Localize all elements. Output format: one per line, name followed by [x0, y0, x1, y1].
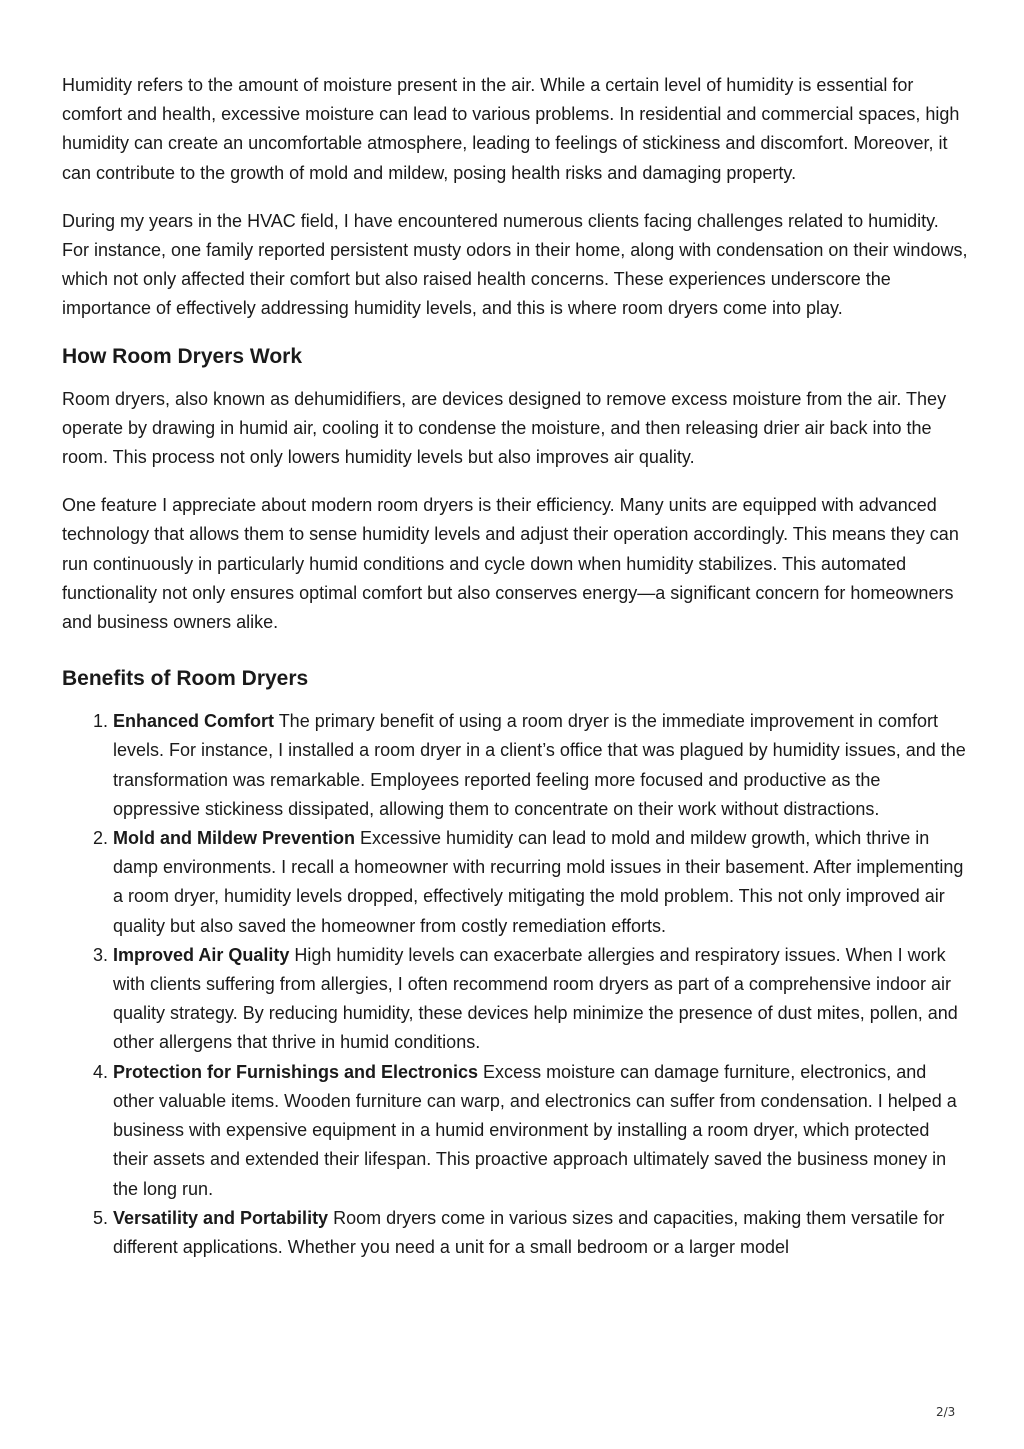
benefit-title: Versatility and Portability	[113, 1207, 329, 1228]
benefit-text: High humidity levels can exacerbate allergies and respiratory issues. When I work with clients suffering from allergies, I often recommend room dryers as part of a comprehensive indoor air quality strategy. By reducing humidity, these devices help minimize the presence of dust mites, pollen, and other allergens that thrive in humid conditions.	[113, 944, 958, 1053]
benefit-title: Improved Air Quality	[113, 944, 290, 965]
list-item	[113, 824, 968, 941]
benefit-title: Protection for Furnishings and Electronics	[113, 1061, 479, 1082]
intro-paragraph-2: During my years in the HVAC field, I have encountered numerous clients facing challenges related to humidity. For instance, one family reported persistent musty odors in their home, along with condensation on their windows, which not only affected their comfort but also raised health concerns. These experiences underscore the importance of effectively addressing humidity levels, and this is where room dryers come into play.	[62, 210, 968, 319]
benefits-list	[62, 707, 968, 1262]
list-item	[113, 1058, 968, 1204]
how-it-works-paragraph-1: Room dryers, also known as dehumidifiers, are devices designed to remove excess moisture from the air. They operate by drawing in humid air, cooling it to condense the moisture, and then releasing drier air back into the room. This process not only lowers humidity levels but also improves air quality.	[62, 388, 947, 468]
list-item	[113, 707, 968, 824]
benefit-text: The primary benefit of using a room dryer is the immediate improvement in comfort levels. For instance, I installed a room dryer in a client’s office that was plagued by humidity issues, and the transformation was remarkable. Employees reported feeling more focused and productive as the oppressive stickiness dissipated, allowing them to concentrate on their work without distractions.	[113, 711, 966, 819]
benefit-title: Enhanced Comfort	[113, 711, 275, 732]
how-it-works-paragraph-2: One feature I appreciate about modern room dryers is their efficiency. Many units are equipped with advanced technology that allows them to sense humidity levels and adjust their operation accordingly. This means they can run continuously in particularly humid conditions and cycle down when humidity stabilizes. This automated functionality not only ensures optimal comfort but also conserves energy—a significant concern for homeowners and business owners alike.	[62, 495, 959, 633]
page-number: 2/3	[936, 1405, 956, 1419]
list-item	[113, 1204, 968, 1262]
list-item	[113, 941, 968, 1058]
benefit-text: Room dryers come in various sizes and capacities, making them versatile for different applications. Whether you need a unit for a small bedroom or a larger model	[113, 1207, 945, 1257]
intro-paragraph-1: Humidity refers to the amount of moisture present in the air. While a certain level of humidity is essential for comfort and health, excessive moisture can lead to various problems. In residential and commercial spaces, high humidity can create an uncomfortable atmosphere, leading to feelings of stickiness and discomfort. Moreover, it can contribute to the growth of mold and mildew, posing health risks and damaging property.	[62, 75, 960, 183]
document-page	[62, 71, 968, 1262]
benefit-text: Excessive humidity can lead to mold and mildew growth, which thrive in damp environments. I recall a homeowner with recurring mold issues in their basement. After implementing a room dryer, humidity levels dropped, effectively mitigating the mold problem. This not only improved air quality but also saved the homeowner from costly remediation efforts.	[113, 828, 964, 936]
benefit-text: Excess moisture can damage furniture, electronics, and other valuable items. Wooden furniture can warp, and electronics can suffer from condensation. I helped a business with expensive equipment in a humid environment by installing a room dryer, which protected their assets and extended their lifespan. This proactive approach ultimately saved the business money in the long run.	[113, 1061, 957, 1199]
section-heading-benefits: Benefits of Room Dryers	[62, 667, 309, 691]
benefit-title: Mold and Mildew Prevention	[113, 828, 356, 849]
section-heading-how-it-works: How Room Dryers Work	[62, 344, 302, 368]
